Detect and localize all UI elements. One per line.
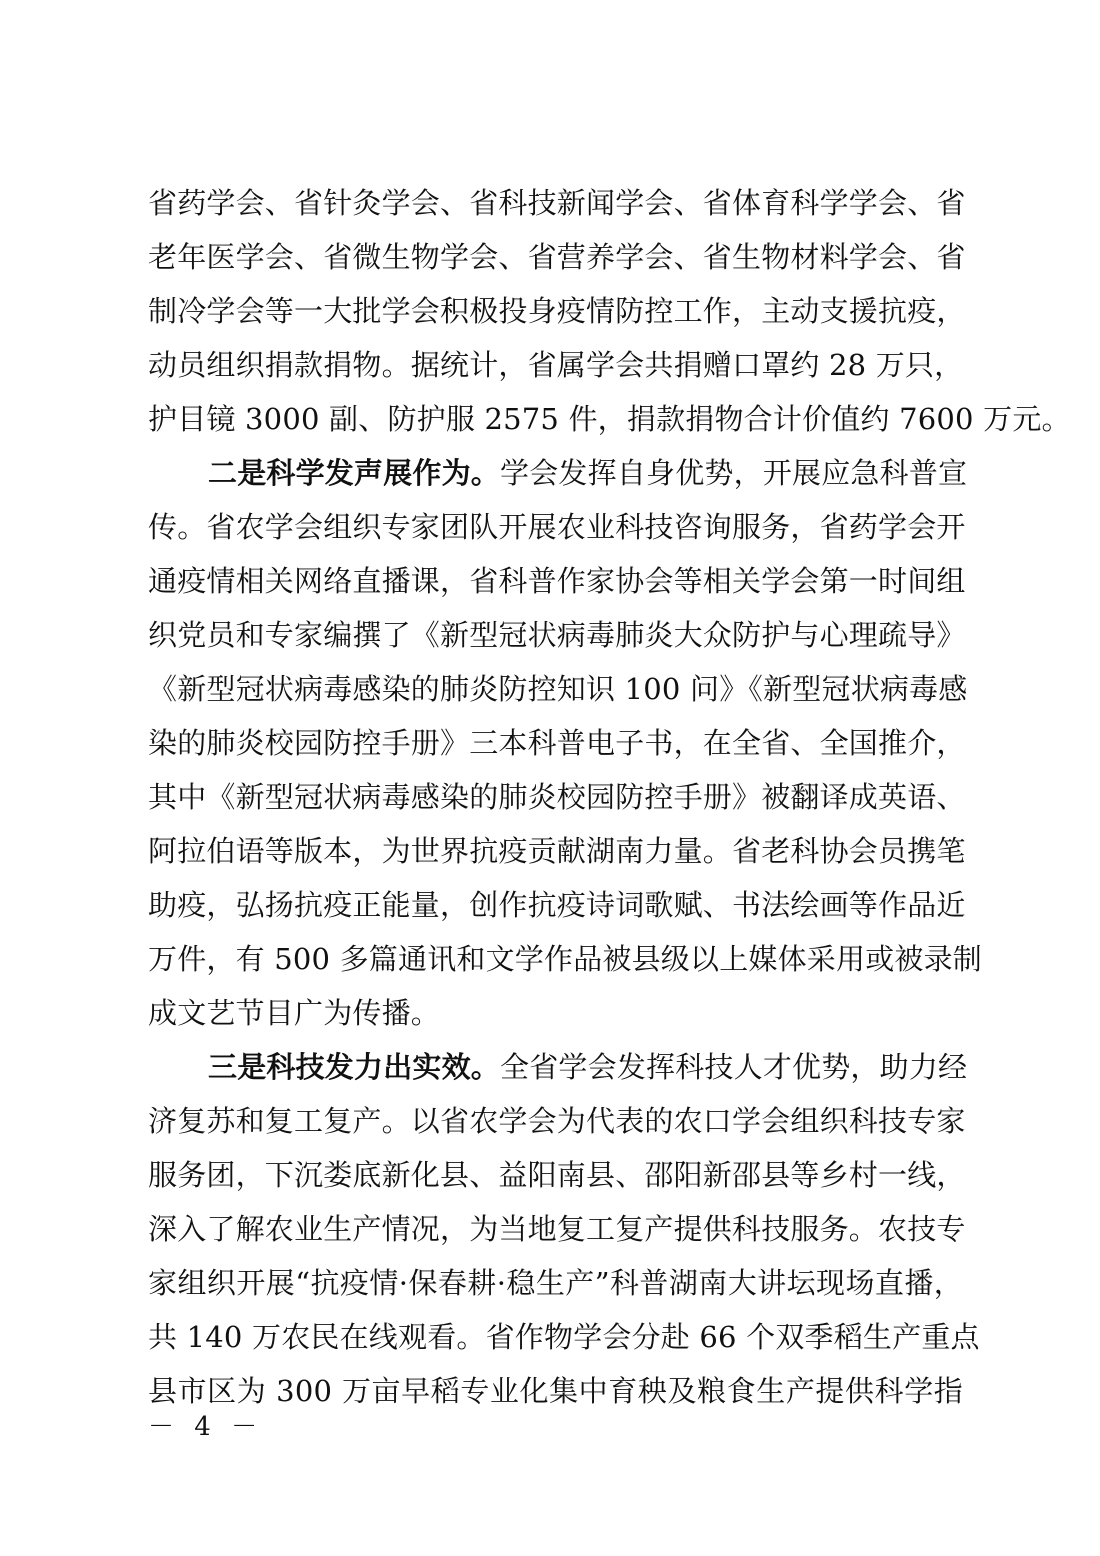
body-text <box>148 176 1071 1418</box>
text-line: 护目镜 3000 副、防护服 2575 件，捐款捐物合计价值约 7600 万元。 <box>148 402 1071 436</box>
text-line: 动员组织捐款捐物。据统计，省属学会共捐赠口罩约 28 万只， <box>148 348 964 382</box>
paragraph-first-line <box>148 446 968 500</box>
text-line: 助疫，弘扬抗疫正能量，创作抗疫诗词歌赋、书法绘画等作品近 <box>148 888 966 922</box>
text-line: 阿拉伯语等版本，为世界抗疫贡献湖南力量。省老科协会员携笔 <box>148 834 966 868</box>
text-line: 济复苏和复工复产。以省农学会为代表的农口学会组织科技专家 <box>148 1104 966 1138</box>
text-line: 老年医学会、省微生物学会、省营养学会、省生物材料学会、省 <box>148 240 966 274</box>
paragraph-lead-heading: 二是科学发声展作为。 <box>208 456 501 490</box>
text-line: 制冷学会等一大批学会积极投身疫情防控工作，主动支援抗疫， <box>148 294 966 328</box>
text-line: 省药学会、省针灸学会、省科技新闻学会、省体育科学学会、省 <box>148 186 966 220</box>
text-line: 万件，有 500 多篇通讯和文学作品被县级以上媒体采用或被录制 <box>148 942 982 976</box>
paragraph-first-line <box>148 1040 968 1094</box>
text-line: 共 140 万农民在线观看。省作物学会分赴 66 个双季稻生产重点 <box>148 1320 980 1354</box>
paragraph-lead-heading: 三是科技发力出实效。 <box>208 1050 501 1084</box>
text-line: 通疫情相关网络直播课，省科普作家协会等相关学会第一时间组 <box>148 564 966 598</box>
text-line: 《新型冠状病毒感染的肺炎防控知识 100 问》《新型冠状病毒感 <box>148 672 968 706</box>
text-line: 成文艺节目广为传播。 <box>148 996 441 1030</box>
text-line: 织党员和专家编撰了《新型冠状病毒肺炎大众防护与心理疏导》 <box>148 618 966 652</box>
text-line: 其中《新型冠状病毒感染的肺炎校园防控手册》被翻译成英语、 <box>148 780 966 814</box>
text-line: 染的肺炎校园防控手册》三本科普电子书，在全省、全国推介， <box>148 726 966 760</box>
paragraph-first-line-text: 全省学会发挥科技人才优势，助力经 <box>500 1050 968 1084</box>
text-line: 县市区为 300 万亩早稻专业化集中育秧及粮食生产提供科学指 <box>148 1374 963 1408</box>
page-number: － 4 － <box>148 1412 264 1442</box>
text-line: 深入了解农业生产情况，为当地复工复产提供科技服务。农技专 <box>148 1212 966 1246</box>
text-line: 传。省农学会组织专家团队开展农业科技咨询服务，省药学会开 <box>148 510 966 544</box>
paragraph-first-line-text: 学会发挥自身优势，开展应急科普宣 <box>500 456 968 490</box>
text-line: 服务团，下沉娄底新化县、益阳南县、邵阳新邵县等乡村一线， <box>148 1158 966 1192</box>
text-line: 家组织开展“抗疫情·保春耕·稳生产”科普湖南大讲坛现场直播， <box>148 1266 963 1300</box>
